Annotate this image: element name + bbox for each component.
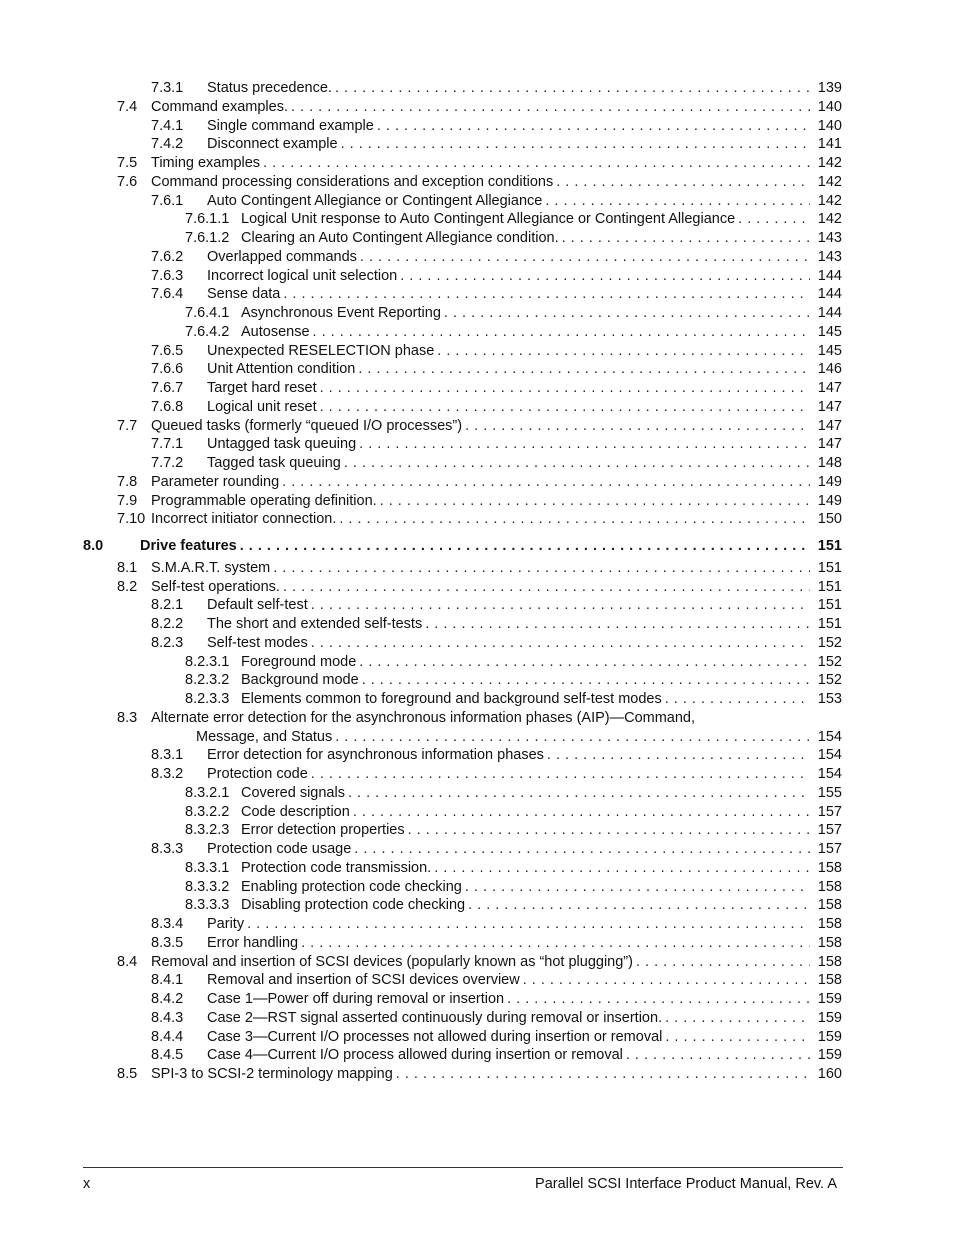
toc-dot-leader: [523, 971, 810, 990]
toc-entry-page: 143: [817, 248, 842, 265]
toc-dot-leader: [358, 360, 810, 379]
toc-entry-page: 151: [817, 559, 842, 576]
toc-entry-page: 159: [817, 1028, 842, 1045]
toc-entry[interactable]: [151, 728, 842, 747]
toc-entry-number: 7.6.4.1: [185, 305, 230, 321]
toc-entry[interactable]: [151, 634, 842, 653]
toc-entry-page: 158: [817, 934, 842, 951]
toc-entry-page: 159: [817, 1047, 842, 1064]
toc-entry-page: 158: [817, 859, 842, 876]
toc-entry-title: Alternate error detection for the asynchronous information phases (AIP)—Command,: [151, 709, 696, 726]
toc-entry-title: Case 2—RST signal asserted continuously during removal or insertion.: [207, 1009, 663, 1026]
toc-entry-page: 154: [817, 728, 842, 745]
toc-entry[interactable]: [151, 765, 842, 784]
toc-dot-leader: [291, 98, 810, 117]
toc-entry-title: Untagged task queuing: [207, 436, 357, 453]
toc-dot-leader: [353, 803, 810, 822]
toc-entry-title: Case 3—Current I/O processes not allowed during insertion or removal: [207, 1028, 663, 1045]
toc-entry-number: 7.6.4: [151, 286, 184, 303]
toc-entry-page: 160: [817, 1066, 842, 1082]
toc-entry[interactable]: [151, 1009, 842, 1028]
toc-entry-number: 7.10: [117, 511, 146, 528]
toc-dot-leader: [311, 596, 810, 615]
toc-entry-page: 142: [817, 192, 842, 209]
toc-entry-page: 157: [817, 841, 842, 857]
toc-entry-number: 8.5: [117, 1066, 138, 1082]
toc-entry-number: 7.7.2: [151, 455, 184, 471]
toc-entry[interactable]: [117, 173, 842, 192]
toc-entry-page: 154: [817, 747, 842, 764]
toc-entry-title: Programmable operating definition.: [151, 492, 377, 509]
toc-dot-leader: [665, 690, 810, 709]
toc-dot-leader: [348, 784, 810, 803]
toc-entry-page: 144: [817, 305, 842, 321]
toc-entry-number: 7.7.1: [151, 436, 184, 453]
toc-entry-title: Parameter rounding: [151, 473, 280, 490]
toc-entry-page: 139: [817, 80, 842, 96]
toc-entry-number: 8.2.2: [151, 616, 184, 632]
toc-entry-title: Enabling protection code checking: [241, 878, 462, 895]
toc-entry-title: Case 1—Power off during removal or insertion: [207, 991, 505, 1007]
toc-entry[interactable]: [117, 417, 842, 436]
toc-entry[interactable]: [185, 229, 842, 248]
toc-entry-number: 7.6.1.2: [185, 230, 230, 246]
toc-entry[interactable]: [151, 1046, 842, 1065]
footer-document-title: Parallel SCSI Interface Product Manual, Rev. A: [535, 1176, 837, 1192]
toc-entry-title: Incorrect initiator connection.: [151, 511, 337, 528]
toc-entry[interactable]: [117, 473, 842, 492]
toc-dot-leader: [545, 192, 810, 211]
toc-entry[interactable]: [151, 342, 842, 361]
toc-entry[interactable]: [117, 154, 842, 173]
toc-entry-number: 7.6: [117, 173, 138, 190]
toc-entry[interactable]: [185, 878, 842, 897]
toc-entry-number: 8.2.3.2: [185, 672, 230, 689]
toc-entry-number: 7.8: [117, 473, 138, 490]
toc-dot-leader: [359, 653, 810, 672]
toc-entry-title: Logical unit reset: [207, 398, 317, 415]
toc-entry-title: Code description: [241, 803, 350, 820]
toc-dot-leader: [273, 559, 810, 578]
toc-entry-page: 140: [817, 98, 842, 115]
toc-entry-page: 157: [817, 803, 842, 820]
toc-entry[interactable]: [117, 578, 842, 597]
toc-entry-title: Covered signals: [241, 784, 345, 801]
toc-entry-title: Removal and insertion of SCSI devices (popularly known as “hot plugging”): [151, 953, 633, 970]
toc-entry-number: 8.4.4: [151, 1028, 184, 1045]
toc-entry-page: 148: [817, 455, 842, 471]
toc-entry[interactable]: [185, 671, 842, 690]
toc-dot-leader: [282, 473, 810, 492]
toc-entry-title: Drive features: [140, 538, 237, 554]
toc-entry-number: 8.2: [117, 578, 138, 595]
toc-entry-title: Background mode: [241, 672, 359, 689]
toc-entry-number: 8.3.4: [151, 916, 184, 932]
toc-entry-number: 7.6.1: [151, 192, 184, 209]
toc-dot-leader: [465, 878, 810, 897]
toc-entry-page: 158: [817, 916, 842, 932]
toc-entry-title: Error detection for asynchronous information phases: [207, 747, 544, 764]
toc-dot-leader: [626, 1046, 810, 1065]
toc-entry[interactable]: [185, 653, 842, 672]
toc-dot-leader: [507, 990, 810, 1009]
toc-entry-page: 149: [817, 473, 842, 490]
toc-dot-leader: [247, 915, 810, 934]
toc-entry[interactable]: [151, 596, 842, 615]
toc-entry[interactable]: [185, 859, 842, 878]
toc-entry[interactable]: [185, 821, 842, 840]
toc-dot-leader: [313, 323, 810, 342]
toc-entry[interactable]: [117, 98, 842, 117]
toc-dot-leader: [465, 417, 810, 436]
toc-entry-title: Protection code transmission.: [241, 859, 432, 876]
toc-dot-leader: [335, 79, 810, 98]
toc-dot-leader: [738, 210, 810, 229]
toc-dot-leader: [344, 454, 810, 473]
toc-entry-title: Target hard reset: [207, 380, 317, 396]
toc-entry-page: 158: [817, 897, 842, 914]
toc-entry[interactable]: [151, 840, 842, 859]
toc-entry[interactable]: [151, 615, 842, 634]
toc-entry[interactable]: [151, 192, 842, 211]
toc-dot-leader: [335, 728, 810, 747]
footer-divider: [83, 1167, 843, 1168]
toc-entry[interactable]: [151, 971, 842, 990]
toc-entry-page: 158: [817, 878, 842, 895]
toc-dot-leader: [556, 173, 810, 192]
toc-entry-title: Tagged task queuing: [207, 455, 341, 471]
toc-entry-number: 7.6.1.1: [185, 211, 230, 228]
toc-entry-number: 8.4.2: [151, 991, 184, 1007]
toc-entry[interactable]: [151, 267, 842, 286]
toc-entry-title: Default self-test: [207, 597, 308, 614]
toc-dot-leader: [468, 896, 810, 915]
toc-entry-title: Sense data: [207, 286, 281, 303]
toc-dot-leader: [377, 117, 810, 136]
toc-dot-leader: [665, 1028, 810, 1047]
toc-entry-title: The short and extended self-tests: [207, 616, 423, 632]
toc-dot-leader: [408, 821, 810, 840]
toc-entry[interactable]: [185, 803, 842, 822]
toc-entry-title: Asynchronous Event Reporting: [241, 305, 441, 321]
toc-entry-number: 8.3.2: [151, 766, 184, 782]
toc-entry-title: Incorrect logical unit selection: [207, 267, 398, 284]
toc-entry-title: Unexpected RESELECTION phase: [207, 342, 435, 359]
toc-entry[interactable]: [117, 1065, 842, 1084]
toc-entry[interactable]: [185, 690, 842, 709]
toc-entry-page: 147: [817, 380, 842, 396]
toc-dot-leader: [665, 1009, 810, 1028]
toc-entry-page: 151: [817, 538, 842, 554]
toc-dot-leader: [360, 248, 810, 267]
toc-entry[interactable]: [151, 117, 842, 136]
toc-entry[interactable]: [117, 559, 842, 578]
toc-dot-leader: [283, 578, 810, 597]
toc-entry-page: 151: [817, 616, 842, 632]
toc-entry-page: 143: [817, 230, 842, 246]
toc-entry-page: 155: [817, 784, 842, 801]
toc-entry[interactable]: [185, 323, 842, 342]
toc-entry-number: 8.3.3.2: [185, 878, 230, 895]
toc-entry-number: 8.3.1: [151, 747, 184, 764]
toc-dot-leader: [311, 634, 810, 653]
toc-entry-number: 8.4.5: [151, 1047, 184, 1064]
toc-entry-title: Single command example: [207, 117, 374, 134]
toc-entry-page: 158: [817, 972, 842, 989]
toc-entry[interactable]: [117, 492, 842, 511]
toc-entry-number: 8.2.3: [151, 634, 184, 651]
toc-entry-title: Parity: [207, 916, 245, 932]
toc-entry-page: 147: [817, 436, 842, 453]
toc-entry-page: 147: [817, 417, 842, 434]
toc-dot-leader: [400, 267, 810, 286]
toc-dot-leader: [320, 398, 810, 417]
toc-entry-page: 158: [817, 953, 842, 970]
toc-entry-number: 8.3.2.2: [185, 803, 230, 820]
toc-entry-title: Foreground mode: [241, 653, 357, 670]
toc-entry-page: 152: [817, 653, 842, 670]
toc-dot-leader: [301, 934, 810, 953]
toc-entry-number: 8.2.1: [151, 597, 184, 614]
toc-entry-title: Protection code: [207, 766, 308, 782]
toc-entry-page: 144: [817, 267, 842, 284]
toc-dot-leader: [444, 304, 810, 323]
toc-dot-leader: [283, 285, 810, 304]
toc-entry-number: 8.3.2.3: [185, 822, 230, 839]
toc-entry-title: Protection code usage: [207, 841, 352, 857]
toc-entry-title: Clearing an Auto Contingent Allegiance condition.: [241, 230, 559, 246]
toc-entry-number: 7.6.6: [151, 361, 184, 378]
toc-dot-leader: [263, 154, 810, 173]
toc-entry-title: Error detection properties: [241, 822, 405, 839]
toc-dot-leader: [362, 671, 810, 690]
toc-dot-leader: [354, 840, 810, 859]
toc-entry[interactable]: [151, 360, 842, 379]
toc-entry-page: 159: [817, 1009, 842, 1026]
toc-entry-title: Command processing considerations and exception conditions: [151, 173, 554, 190]
toc-entry[interactable]: [151, 435, 842, 454]
toc-chapter-entry[interactable]: [83, 537, 842, 556]
toc-entry[interactable]: [117, 953, 842, 972]
toc-entry-page: 141: [817, 136, 842, 153]
toc-entry[interactable]: [117, 510, 842, 529]
toc-entry-page: 151: [817, 578, 842, 595]
toc-entry-page: 145: [817, 342, 842, 359]
toc-entry-number: 7.6.7: [151, 380, 184, 396]
toc-dot-leader: [311, 765, 810, 784]
toc-entry-page: 144: [817, 286, 842, 303]
toc-entry-title: Overlapped commands: [207, 248, 357, 265]
toc-dot-leader: [636, 953, 810, 972]
toc-entry-number: 7.6.2: [151, 248, 184, 265]
toc-entry-title: Disconnect example: [207, 136, 338, 153]
toc-entry-number: 7.9: [117, 492, 138, 509]
toc-entry[interactable]: [151, 79, 842, 98]
toc-entry-title: S.M.A.R.T. system: [151, 559, 271, 576]
toc-entry[interactable]: [151, 285, 842, 304]
toc-entry-page: 154: [817, 766, 842, 782]
toc-entry[interactable]: [151, 248, 842, 267]
toc-entry-title: Queued tasks (formerly “queued I/O processes”): [151, 417, 463, 434]
toc-dot-leader: [380, 492, 810, 511]
toc-entry-title: Auto Contingent Allegiance or Contingent Allegiance: [207, 192, 543, 209]
toc-dot-leader: [562, 229, 810, 248]
toc-entry[interactable]: [185, 784, 842, 803]
toc-entry-title: Self-test operations.: [151, 578, 280, 595]
toc-entry-page: 142: [817, 211, 842, 228]
toc-entry-title: Timing examples: [151, 155, 261, 171]
toc-entry-title: Logical Unit response to Auto Contingent Allegiance or Contingent Allegiance: [241, 211, 736, 228]
toc-entry-page: 157: [817, 822, 842, 839]
toc-entry-title: Status precedence.: [207, 80, 332, 96]
toc-dot-leader: [434, 859, 810, 878]
toc-entry-page: 151: [817, 597, 842, 614]
toc-entry[interactable]: [151, 135, 842, 154]
toc-entry-page: 152: [817, 672, 842, 689]
toc-entry-number: 8.3.3.3: [185, 897, 230, 914]
toc-entry-title: Removal and insertion of SCSI devices overview: [207, 972, 520, 989]
toc-entry-number: 7.4.1: [151, 117, 184, 134]
toc-entry-page: 147: [817, 398, 842, 415]
toc-entry-page: 153: [817, 691, 842, 707]
toc-entry[interactable]: [151, 746, 842, 765]
toc-entry-title: Self-test modes: [207, 634, 308, 651]
toc-entry-page: 150: [817, 511, 842, 528]
toc-entry-page: 142: [817, 173, 842, 190]
toc-entry-number: 8.4.3: [151, 1009, 184, 1026]
toc-entry[interactable]: [151, 398, 842, 417]
toc-entry-number: 7.4.2: [151, 136, 184, 153]
toc-entry-number: 8.3.3: [151, 841, 184, 857]
toc-entry-number: 8.2.3.1: [185, 653, 230, 670]
toc-entry-number: 7.7: [117, 417, 138, 434]
toc-entry[interactable]: [151, 379, 842, 398]
toc-entry-number: 8.0: [83, 538, 104, 554]
toc-entry[interactable]: [151, 1028, 842, 1047]
toc-entry-number: 7.3.1: [151, 80, 184, 96]
toc-dot-leader: [339, 510, 810, 529]
toc-entry-number: 8.3.5: [151, 934, 184, 951]
toc-dot-leader: [341, 135, 810, 154]
footer-page-number: x: [83, 1176, 91, 1192]
toc-entry-title: SPI-3 to SCSI-2 terminology mapping: [151, 1066, 393, 1082]
toc-entry-title: Case 4—Current I/O process allowed during insertion or removal: [207, 1047, 623, 1064]
toc-entry-title: Disabling protection code checking: [241, 897, 466, 914]
toc-entry-title: Error handling: [207, 934, 299, 951]
toc-entry[interactable]: [185, 304, 842, 323]
toc-entry-number: 8.1: [117, 559, 138, 576]
toc-dot-leader: [240, 537, 810, 556]
toc-entry[interactable]: [185, 210, 842, 229]
toc-entry-number: 7.6.3: [151, 267, 184, 284]
toc-entry-number: 7.4: [117, 98, 138, 115]
toc-entry-page: 152: [817, 634, 842, 651]
toc-entry-title: Autosense: [241, 323, 310, 340]
toc-entry[interactable]: [151, 454, 842, 473]
toc-entry-page: 146: [817, 361, 842, 378]
toc-entry[interactable]: [117, 709, 842, 728]
toc-entry-page: 142: [817, 155, 842, 171]
toc-entry-number: 8.2.3.3: [185, 691, 230, 707]
toc-entry[interactable]: [151, 990, 842, 1009]
toc-entry-page: 145: [817, 323, 842, 340]
toc-dot-leader: [437, 342, 810, 361]
toc-entry-number: 7.6.5: [151, 342, 184, 359]
toc-entry-title: Elements common to foreground and background self-test modes: [241, 691, 662, 707]
toc-entry[interactable]: [151, 915, 842, 934]
toc-dot-leader: [396, 1065, 810, 1084]
toc-dot-leader: [425, 615, 810, 634]
toc-entry-page: 159: [817, 991, 842, 1007]
toc-entry-title: Command examples.: [151, 98, 288, 115]
toc-entry-number: 8.4.1: [151, 972, 184, 989]
toc-entry-number: 8.3: [117, 709, 138, 726]
toc-entry-number: 7.5: [117, 155, 138, 171]
toc-entry-number: 8.4: [117, 953, 138, 970]
toc-entry[interactable]: [185, 896, 842, 915]
toc-entry-number: 8.3.2.1: [185, 784, 230, 801]
toc-entry-title: Message, and Status: [196, 728, 333, 745]
toc-dot-leader: [547, 746, 810, 765]
toc-entry-page: 149: [817, 492, 842, 509]
toc-entry-number: 8.3.3.1: [185, 859, 230, 876]
toc-dot-leader: [320, 379, 810, 398]
toc-entry-number: 7.6.8: [151, 398, 184, 415]
toc-entry-title: Unit Attention condition: [207, 361, 356, 378]
toc-entry[interactable]: [151, 934, 842, 953]
toc-dot-leader: [359, 435, 810, 454]
toc-entry-number: 7.6.4.2: [185, 323, 230, 340]
toc-entry-page: 140: [817, 117, 842, 134]
